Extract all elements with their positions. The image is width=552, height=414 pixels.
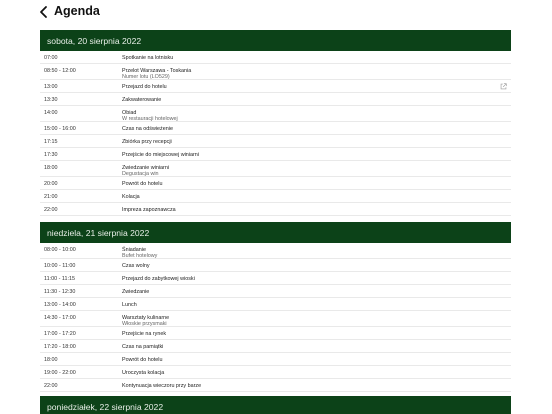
- day-section: [40, 30, 511, 216]
- agenda-item-title: Czas na pamiątki: [122, 344, 164, 350]
- agenda-item-time: 11:30 - 12:30: [44, 289, 76, 295]
- agenda-item-time: 11:00 - 11:15: [44, 276, 75, 282]
- day-section: [40, 222, 511, 392]
- agenda-item-subtitle: W restauracji hotelowej: [122, 116, 178, 122]
- agenda-item[interactable]: [40, 285, 511, 298]
- agenda-item-time: 13:00 - 14:00: [44, 302, 76, 308]
- agenda-item-time: 14:00: [44, 110, 58, 116]
- agenda-item-time: 13:30: [44, 97, 58, 103]
- agenda-item-title: Lunch: [122, 302, 137, 308]
- agenda-item-title: Obiad: [122, 110, 137, 116]
- agenda-item-title: Przejście na rynek: [122, 331, 167, 337]
- agenda-item[interactable]: [40, 272, 511, 285]
- agenda-item[interactable]: [40, 298, 511, 311]
- agenda-item[interactable]: [40, 122, 511, 135]
- day-header: poniedziałek, 22 sierpnia 2022: [40, 396, 511, 414]
- header: [0, 0, 552, 26]
- agenda-item[interactable]: [40, 366, 511, 379]
- agenda-item-title: Powrót do hotelu: [122, 357, 163, 363]
- agenda-item[interactable]: [40, 177, 511, 190]
- agenda-item-time: 13:00: [44, 84, 58, 90]
- agenda-item-title: Zwiedzanie winiarni: [122, 165, 170, 171]
- agenda-item-time: 17:00 - 17:20: [44, 331, 76, 337]
- agenda-item-title: Przejazd do hotelu: [122, 84, 167, 90]
- page-title: Agenda: [54, 4, 100, 18]
- agenda-item-time: 19:00 - 22:00: [44, 370, 76, 376]
- agenda-item[interactable]: [40, 311, 511, 327]
- agenda-item-time: 08:50 - 12:00: [44, 68, 76, 74]
- agenda-item[interactable]: [40, 161, 511, 177]
- agenda-item-time: 08:00 - 10:00: [44, 247, 76, 253]
- agenda-item-title: Impreza zapoznawcza: [122, 207, 176, 213]
- agenda-item[interactable]: [40, 135, 511, 148]
- agenda-item[interactable]: [40, 340, 511, 353]
- agenda-item-title: Warsztaty kulinarne: [122, 315, 170, 321]
- agenda-item[interactable]: [40, 64, 511, 80]
- agenda-item[interactable]: [40, 353, 511, 366]
- agenda-item-title: Przejazd do zabytkowej wioski: [122, 276, 195, 282]
- agenda-item-subtitle: Numer lotu (LO529): [122, 74, 170, 80]
- agenda-item[interactable]: [40, 327, 511, 340]
- agenda-item-subtitle: Włoskie przysmaki: [122, 321, 167, 327]
- agenda-item[interactable]: [40, 203, 511, 216]
- agenda-item-title: Kolacja: [122, 194, 140, 200]
- agenda-item-time: 21:00: [44, 194, 58, 200]
- day-header: niedziela, 21 sierpnia 2022: [40, 222, 511, 243]
- agenda-item[interactable]: [40, 93, 511, 106]
- agenda-item-time: 22:00: [44, 207, 58, 213]
- day-header: sobota, 20 sierpnia 2022: [40, 30, 511, 51]
- agenda-item-time: 18:00: [44, 165, 58, 171]
- external-link-icon[interactable]: [500, 83, 507, 90]
- agenda-item-time: 17:30: [44, 152, 58, 158]
- agenda-item-time: 07:00: [44, 55, 58, 61]
- agenda-item-time: 22:00: [44, 383, 58, 389]
- day-section: [40, 396, 511, 414]
- agenda-item[interactable]: [40, 106, 511, 122]
- agenda-item-time: 15:00 - 16:00: [44, 126, 76, 132]
- agenda-item-time: 10:00 - 11:00: [44, 263, 76, 269]
- agenda-item-title: Zakwaterowanie: [122, 97, 162, 103]
- agenda-item-time: 14:30 - 17:00: [44, 315, 76, 321]
- agenda-item-title: Przelot Warszawa - Toskania: [122, 68, 192, 74]
- agenda-item[interactable]: [40, 51, 511, 64]
- agenda-item[interactable]: [40, 190, 511, 203]
- agenda-item-title: Przejście do miejscowej winiarni: [122, 152, 199, 158]
- agenda-item[interactable]: [40, 243, 511, 259]
- agenda-item-title: Śniadanie: [122, 247, 146, 253]
- agenda-item-title: Zbiórka przy recepcji: [122, 139, 172, 145]
- agenda-item-title: Zwiedzanie: [122, 289, 150, 295]
- agenda-item[interactable]: [40, 80, 511, 93]
- agenda-item[interactable]: [40, 148, 511, 161]
- chevron-left-icon[interactable]: [38, 5, 50, 19]
- agenda-item[interactable]: [40, 379, 511, 392]
- agenda-item-time: 18:00: [44, 357, 58, 363]
- agenda-item-subtitle: Bufet hotelowy: [122, 253, 158, 259]
- agenda-item-title: Uroczysta kolacja: [122, 370, 165, 376]
- agenda-item-subtitle: Degustacja win: [122, 171, 159, 177]
- agenda-item[interactable]: [40, 259, 511, 272]
- agenda-item-title: Czas na odświeżenie: [122, 126, 173, 132]
- agenda-item-time: 17:20 - 18:00: [44, 344, 76, 350]
- agenda-item-title: Czas wolny: [122, 263, 150, 269]
- agenda-item-title: Powrót do hotelu: [122, 181, 163, 187]
- agenda-item-title: Spotkanie na lotnisku: [122, 55, 174, 61]
- agenda-item-time: 20:00: [44, 181, 58, 187]
- agenda-item-title: Kontynuacja wieczoru przy barze: [122, 383, 202, 389]
- agenda-item-time: 17:15: [44, 139, 58, 145]
